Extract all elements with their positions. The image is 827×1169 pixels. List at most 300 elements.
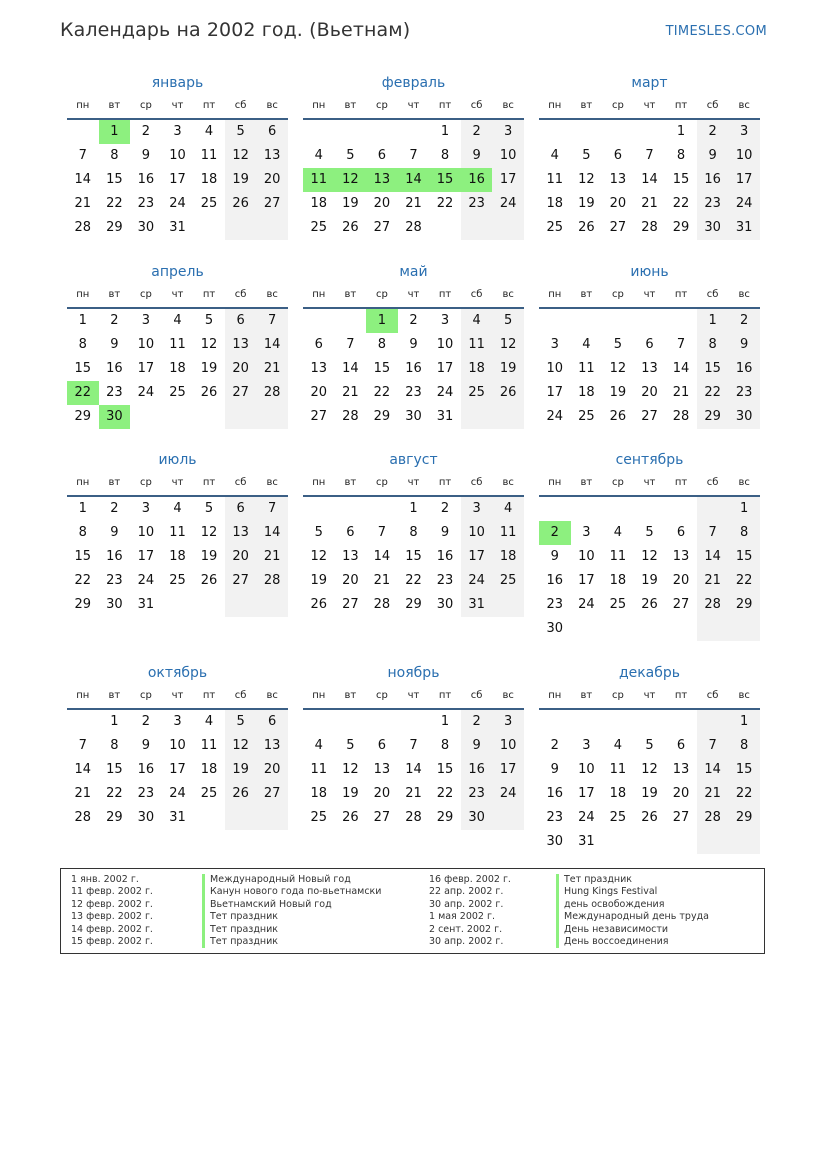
day-cell[interactable]: 21 <box>256 357 288 381</box>
day-cell[interactable]: 22 <box>728 782 760 806</box>
day-cell[interactable]: 22 <box>697 381 729 405</box>
day-cell[interactable]: 5 <box>204 501 214 516</box>
day-cell[interactable]: 3 <box>582 525 591 540</box>
day-cell[interactable]: 11 <box>310 762 328 777</box>
day-cell[interactable]: 11 <box>461 333 493 357</box>
day-cell[interactable]: 3 <box>173 714 182 729</box>
day-cell[interactable]: 6 <box>225 309 257 333</box>
day-cell[interactable]: 25 <box>200 196 218 211</box>
day-cell[interactable]: 7 <box>256 497 288 521</box>
holiday-day-cell[interactable]: 15 <box>429 168 461 192</box>
day-cell[interactable]: 26 <box>200 385 218 400</box>
day-cell[interactable]: 21 <box>74 786 92 801</box>
day-cell[interactable]: 19 <box>200 361 218 376</box>
day-cell[interactable]: 16 <box>697 168 729 192</box>
day-cell[interactable]: 28 <box>256 381 288 405</box>
day-cell[interactable]: 29 <box>672 220 690 235</box>
day-cell[interactable]: 1 <box>676 124 686 139</box>
day-cell[interactable]: 13 <box>256 734 288 758</box>
holiday-day-cell[interactable]: 16 <box>461 168 493 192</box>
day-cell[interactable]: 4 <box>492 497 524 521</box>
day-cell[interactable]: 10 <box>436 337 454 352</box>
day-cell[interactable]: 9 <box>728 333 760 357</box>
day-cell[interactable]: 2 <box>141 714 151 729</box>
day-cell[interactable]: 16 <box>546 786 564 801</box>
day-cell[interactable]: 24 <box>492 192 524 216</box>
day-cell[interactable]: 5 <box>204 313 214 328</box>
day-cell[interactable]: 26 <box>578 220 595 235</box>
day-cell[interactable]: 9 <box>110 337 119 352</box>
day-cell[interactable]: 23 <box>461 782 493 806</box>
day-cell[interactable]: 8 <box>78 337 87 352</box>
day-cell[interactable]: 27 <box>256 782 288 806</box>
day-cell[interactable]: 26 <box>609 409 627 424</box>
day-cell[interactable]: 18 <box>310 196 328 211</box>
day-cell[interactable]: 31 <box>169 810 186 825</box>
day-cell[interactable]: 29 <box>106 810 123 825</box>
day-cell[interactable]: 2 <box>440 501 450 516</box>
day-cell[interactable]: 9 <box>110 525 119 540</box>
day-cell[interactable]: 12 <box>200 525 218 540</box>
day-cell[interactable]: 9 <box>461 734 493 758</box>
day-cell[interactable]: 28 <box>697 593 729 617</box>
day-cell[interactable]: 4 <box>613 738 623 753</box>
holiday-day-cell[interactable]: 11 <box>303 168 335 192</box>
day-cell[interactable]: 24 <box>169 786 186 801</box>
day-cell[interactable]: 18 <box>461 357 493 381</box>
day-cell[interactable]: 2 <box>728 309 760 333</box>
day-cell[interactable]: 8 <box>409 525 418 540</box>
day-cell[interactable]: 30 <box>137 810 155 825</box>
day-cell[interactable]: 21 <box>405 786 422 801</box>
day-cell[interactable]: 11 <box>609 549 627 564</box>
day-cell[interactable]: 10 <box>578 549 595 564</box>
day-cell[interactable]: 2 <box>409 313 418 328</box>
day-cell[interactable]: 5 <box>492 309 524 333</box>
day-cell[interactable]: 18 <box>169 549 186 564</box>
day-cell[interactable]: 15 <box>74 549 92 564</box>
day-cell[interactable]: 10 <box>578 762 595 777</box>
day-cell[interactable]: 2 <box>550 738 559 753</box>
day-cell[interactable]: 28 <box>672 409 690 424</box>
day-cell[interactable]: 25 <box>310 810 328 825</box>
day-cell[interactable]: 7 <box>697 734 729 758</box>
day-cell[interactable]: 16 <box>405 361 422 376</box>
day-cell[interactable]: 25 <box>461 381 493 405</box>
holiday-day-cell[interactable]: 12 <box>335 168 367 192</box>
site-logo-link[interactable]: TIMESLES.COM <box>665 24 767 39</box>
day-cell[interactable]: 13 <box>641 361 658 376</box>
day-cell[interactable]: 8 <box>110 148 119 163</box>
day-cell[interactable]: 4 <box>461 309 493 333</box>
day-cell[interactable]: 12 <box>609 361 627 376</box>
day-cell[interactable]: 29 <box>436 810 454 825</box>
day-cell[interactable]: 27 <box>310 409 328 424</box>
day-cell[interactable]: 9 <box>440 525 450 540</box>
day-cell[interactable]: 6 <box>314 337 323 352</box>
day-cell[interactable]: 30 <box>546 621 564 636</box>
day-cell[interactable]: 10 <box>461 521 493 545</box>
day-cell[interactable]: 14 <box>342 361 359 376</box>
day-cell[interactable]: 25 <box>609 597 627 612</box>
day-cell[interactable]: 3 <box>492 120 524 144</box>
day-cell[interactable]: 23 <box>546 810 564 825</box>
day-cell[interactable]: 17 <box>492 168 524 192</box>
day-cell[interactable]: 30 <box>546 834 564 849</box>
day-cell[interactable]: 21 <box>672 385 690 400</box>
day-cell[interactable]: 24 <box>137 573 155 588</box>
day-cell[interactable]: 11 <box>169 337 186 352</box>
day-cell[interactable]: 16 <box>728 357 760 381</box>
day-cell[interactable]: 28 <box>405 220 422 235</box>
day-cell[interactable]: 21 <box>405 196 422 211</box>
day-cell[interactable]: 14 <box>74 762 92 777</box>
holiday-day-cell[interactable]: 22 <box>67 381 99 405</box>
day-cell[interactable]: 6 <box>346 525 355 540</box>
day-cell[interactable]: 9 <box>550 762 559 777</box>
day-cell[interactable]: 31 <box>728 216 760 240</box>
day-cell[interactable]: 21 <box>697 782 729 806</box>
day-cell[interactable]: 13 <box>225 521 257 545</box>
day-cell[interactable]: 19 <box>225 758 257 782</box>
day-cell[interactable]: 30 <box>405 409 422 424</box>
day-cell[interactable]: 12 <box>200 337 218 352</box>
day-cell[interactable]: 29 <box>74 597 92 612</box>
day-cell[interactable]: 26 <box>641 810 658 825</box>
day-cell[interactable]: 15 <box>74 361 92 376</box>
day-cell[interactable]: 29 <box>405 597 422 612</box>
day-cell[interactable]: 17 <box>436 361 454 376</box>
day-cell[interactable]: 10 <box>492 144 524 168</box>
day-cell[interactable]: 25 <box>492 569 524 593</box>
day-cell[interactable]: 27 <box>342 597 359 612</box>
day-cell[interactable]: 23 <box>436 573 454 588</box>
day-cell[interactable]: 25 <box>310 220 328 235</box>
day-cell[interactable]: 31 <box>436 409 454 424</box>
day-cell[interactable]: 9 <box>697 144 729 168</box>
day-cell[interactable]: 19 <box>641 573 658 588</box>
day-cell[interactable]: 13 <box>256 144 288 168</box>
day-cell[interactable]: 3 <box>582 738 591 753</box>
day-cell[interactable]: 16 <box>106 361 123 376</box>
day-cell[interactable]: 22 <box>74 573 92 588</box>
day-cell[interactable]: 24 <box>546 409 564 424</box>
day-cell[interactable]: 9 <box>141 148 151 163</box>
day-cell[interactable]: 3 <box>550 337 559 352</box>
day-cell[interactable]: 27 <box>609 220 627 235</box>
day-cell[interactable]: 3 <box>440 313 450 328</box>
day-cell[interactable]: 15 <box>436 762 454 777</box>
day-cell[interactable]: 15 <box>106 762 123 777</box>
day-cell[interactable]: 21 <box>641 196 658 211</box>
holiday-day-cell[interactable]: 1 <box>366 309 398 333</box>
day-cell[interactable]: 6 <box>676 738 686 753</box>
day-cell[interactable]: 23 <box>697 192 729 216</box>
day-cell[interactable]: 12 <box>641 762 658 777</box>
day-cell[interactable]: 8 <box>110 738 119 753</box>
day-cell[interactable]: 1 <box>440 714 450 729</box>
day-cell[interactable]: 18 <box>492 545 524 569</box>
day-cell[interactable]: 27 <box>672 597 690 612</box>
day-cell[interactable]: 20 <box>310 385 328 400</box>
day-cell[interactable]: 28 <box>342 409 359 424</box>
day-cell[interactable]: 20 <box>373 786 391 801</box>
day-cell[interactable]: 8 <box>78 525 87 540</box>
day-cell[interactable]: 19 <box>225 168 257 192</box>
day-cell[interactable]: 20 <box>641 385 658 400</box>
day-cell[interactable]: 15 <box>672 172 690 187</box>
day-cell[interactable]: 27 <box>373 220 391 235</box>
day-cell[interactable]: 4 <box>173 501 182 516</box>
day-cell[interactable]: 4 <box>204 714 214 729</box>
day-cell[interactable]: 28 <box>74 810 92 825</box>
day-cell[interactable]: 20 <box>609 196 627 211</box>
day-cell[interactable]: 12 <box>310 549 328 564</box>
holiday-day-cell[interactable]: 2 <box>539 521 571 545</box>
day-cell[interactable]: 29 <box>728 806 760 830</box>
day-cell[interactable]: 17 <box>546 385 564 400</box>
day-cell[interactable]: 20 <box>672 786 690 801</box>
day-cell[interactable]: 14 <box>641 172 658 187</box>
day-cell[interactable]: 9 <box>461 144 493 168</box>
day-cell[interactable]: 21 <box>342 385 359 400</box>
day-cell[interactable]: 6 <box>377 148 387 163</box>
day-cell[interactable]: 16 <box>137 762 155 777</box>
day-cell[interactable]: 21 <box>373 573 391 588</box>
day-cell[interactable]: 6 <box>256 120 288 144</box>
day-cell[interactable]: 14 <box>405 762 422 777</box>
day-cell[interactable]: 22 <box>405 573 422 588</box>
day-cell[interactable]: 12 <box>225 144 257 168</box>
day-cell[interactable]: 25 <box>546 220 564 235</box>
day-cell[interactable]: 1 <box>728 497 760 521</box>
day-cell[interactable]: 1 <box>78 501 87 516</box>
day-cell[interactable]: 26 <box>200 573 218 588</box>
day-cell[interactable]: 20 <box>342 573 359 588</box>
day-cell[interactable]: 5 <box>645 525 654 540</box>
day-cell[interactable]: 21 <box>74 196 92 211</box>
day-cell[interactable]: 19 <box>609 385 627 400</box>
day-cell[interactable]: 20 <box>225 357 257 381</box>
day-cell[interactable]: 8 <box>697 333 729 357</box>
day-cell[interactable]: 2 <box>110 313 119 328</box>
day-cell[interactable]: 25 <box>578 409 595 424</box>
day-cell[interactable]: 12 <box>342 762 359 777</box>
day-cell[interactable]: 7 <box>78 148 87 163</box>
day-cell[interactable]: 22 <box>373 385 391 400</box>
day-cell[interactable]: 19 <box>310 573 328 588</box>
day-cell[interactable]: 25 <box>200 786 218 801</box>
day-cell[interactable]: 22 <box>672 196 690 211</box>
day-cell[interactable]: 17 <box>461 545 493 569</box>
day-cell[interactable]: 27 <box>672 810 690 825</box>
day-cell[interactable]: 15 <box>697 357 729 381</box>
day-cell[interactable]: 18 <box>310 786 328 801</box>
day-cell[interactable]: 23 <box>405 385 422 400</box>
day-cell[interactable]: 11 <box>200 148 218 163</box>
day-cell[interactable]: 6 <box>225 497 257 521</box>
day-cell[interactable]: 24 <box>492 782 524 806</box>
day-cell[interactable]: 4 <box>314 738 323 753</box>
day-cell[interactable]: 31 <box>578 834 595 849</box>
day-cell[interactable]: 7 <box>377 525 387 540</box>
day-cell[interactable]: 24 <box>728 192 760 216</box>
day-cell[interactable]: 19 <box>342 196 359 211</box>
day-cell[interactable]: 13 <box>672 549 690 564</box>
holiday-day-cell[interactable]: 1 <box>99 120 131 144</box>
day-cell[interactable]: 10 <box>137 337 155 352</box>
day-cell[interactable]: 5 <box>314 525 323 540</box>
day-cell[interactable]: 24 <box>436 385 454 400</box>
day-cell[interactable]: 13 <box>373 762 391 777</box>
day-cell[interactable]: 28 <box>74 220 92 235</box>
day-cell[interactable]: 1 <box>78 313 87 328</box>
day-cell[interactable]: 6 <box>645 337 654 352</box>
day-cell[interactable]: 22 <box>728 569 760 593</box>
day-cell[interactable]: 14 <box>74 172 92 187</box>
day-cell[interactable]: 14 <box>373 549 391 564</box>
day-cell[interactable]: 27 <box>225 381 257 405</box>
day-cell[interactable]: 24 <box>169 196 186 211</box>
day-cell[interactable]: 10 <box>169 738 186 753</box>
day-cell[interactable]: 3 <box>728 120 760 144</box>
day-cell[interactable]: 21 <box>256 545 288 569</box>
day-cell[interactable]: 3 <box>141 501 151 516</box>
day-cell[interactable]: 23 <box>106 385 123 400</box>
day-cell[interactable]: 2 <box>697 120 729 144</box>
day-cell[interactable]: 8 <box>440 148 450 163</box>
day-cell[interactable]: 15 <box>373 361 391 376</box>
day-cell[interactable]: 10 <box>137 525 155 540</box>
day-cell[interactable]: 5 <box>225 710 257 734</box>
day-cell[interactable]: 5 <box>346 738 355 753</box>
day-cell[interactable]: 22 <box>106 196 123 211</box>
day-cell[interactable]: 1 <box>697 309 729 333</box>
day-cell[interactable]: 4 <box>613 525 623 540</box>
day-cell[interactable]: 7 <box>409 738 418 753</box>
day-cell[interactable]: 22 <box>436 786 454 801</box>
day-cell[interactable]: 3 <box>173 124 182 139</box>
day-cell[interactable]: 23 <box>728 381 760 405</box>
day-cell[interactable]: 31 <box>169 220 186 235</box>
day-cell[interactable]: 25 <box>169 573 186 588</box>
day-cell[interactable]: 8 <box>440 738 450 753</box>
day-cell[interactable]: 12 <box>578 172 595 187</box>
day-cell[interactable]: 23 <box>137 786 155 801</box>
day-cell[interactable]: 29 <box>373 409 391 424</box>
day-cell[interactable]: 23 <box>546 597 564 612</box>
day-cell[interactable]: 12 <box>641 549 658 564</box>
day-cell[interactable]: 7 <box>697 521 729 545</box>
day-cell[interactable]: 14 <box>256 521 288 545</box>
day-cell[interactable]: 3 <box>492 710 524 734</box>
day-cell[interactable]: 8 <box>728 734 760 758</box>
day-cell[interactable]: 7 <box>256 309 288 333</box>
day-cell[interactable]: 1 <box>110 714 119 729</box>
day-cell[interactable]: 28 <box>641 220 658 235</box>
day-cell[interactable]: 26 <box>225 192 257 216</box>
day-cell[interactable]: 9 <box>141 738 151 753</box>
day-cell[interactable]: 24 <box>578 597 595 612</box>
day-cell[interactable]: 16 <box>546 573 564 588</box>
day-cell[interactable]: 6 <box>613 148 623 163</box>
day-cell[interactable]: 26 <box>641 597 658 612</box>
day-cell[interactable]: 12 <box>492 333 524 357</box>
day-cell[interactable]: 15 <box>106 172 123 187</box>
day-cell[interactable]: 17 <box>728 168 760 192</box>
day-cell[interactable]: 7 <box>409 148 418 163</box>
day-cell[interactable]: 24 <box>137 385 155 400</box>
day-cell[interactable]: 6 <box>256 710 288 734</box>
holiday-day-cell[interactable]: 30 <box>99 405 131 429</box>
day-cell[interactable]: 20 <box>672 573 690 588</box>
day-cell[interactable]: 9 <box>550 549 559 564</box>
day-cell[interactable]: 30 <box>106 597 123 612</box>
day-cell[interactable]: 15 <box>728 545 760 569</box>
day-cell[interactable]: 17 <box>492 758 524 782</box>
day-cell[interactable]: 11 <box>169 525 186 540</box>
day-cell[interactable]: 29 <box>74 409 92 424</box>
day-cell[interactable]: 22 <box>436 196 454 211</box>
day-cell[interactable]: 28 <box>373 597 391 612</box>
day-cell[interactable]: 1 <box>440 124 450 139</box>
holiday-day-cell[interactable]: 14 <box>398 168 430 192</box>
day-cell[interactable]: 7 <box>346 337 355 352</box>
day-cell[interactable]: 31 <box>137 597 155 612</box>
day-cell[interactable]: 18 <box>578 385 595 400</box>
day-cell[interactable]: 16 <box>461 758 493 782</box>
day-cell[interactable]: 15 <box>405 549 422 564</box>
day-cell[interactable]: 20 <box>256 168 288 192</box>
day-cell[interactable]: 20 <box>225 545 257 569</box>
day-cell[interactable]: 17 <box>578 786 595 801</box>
day-cell[interactable]: 13 <box>342 549 359 564</box>
day-cell[interactable]: 23 <box>106 573 123 588</box>
day-cell[interactable]: 22 <box>106 786 123 801</box>
day-cell[interactable]: 7 <box>645 148 654 163</box>
day-cell[interactable]: 5 <box>582 148 591 163</box>
day-cell[interactable]: 13 <box>609 172 627 187</box>
day-cell[interactable]: 26 <box>492 381 524 405</box>
day-cell[interactable]: 26 <box>310 597 328 612</box>
day-cell[interactable]: 28 <box>256 569 288 593</box>
day-cell[interactable]: 12 <box>225 734 257 758</box>
day-cell[interactable]: 2 <box>461 710 493 734</box>
day-cell[interactable]: 19 <box>641 786 658 801</box>
day-cell[interactable]: 20 <box>256 758 288 782</box>
day-cell[interactable]: 9 <box>409 337 418 352</box>
day-cell[interactable]: 1 <box>409 501 418 516</box>
day-cell[interactable]: 11 <box>492 521 524 545</box>
holiday-day-cell[interactable]: 13 <box>366 168 398 192</box>
day-cell[interactable]: 30 <box>697 216 729 240</box>
day-cell[interactable]: 19 <box>492 357 524 381</box>
day-cell[interactable]: 17 <box>169 762 186 777</box>
day-cell[interactable]: 6 <box>676 525 686 540</box>
day-cell[interactable]: 2 <box>141 124 151 139</box>
day-cell[interactable]: 28 <box>405 810 422 825</box>
day-cell[interactable]: 15 <box>728 758 760 782</box>
day-cell[interactable]: 8 <box>728 521 760 545</box>
day-cell[interactable]: 25 <box>169 385 186 400</box>
day-cell[interactable]: 19 <box>578 196 595 211</box>
day-cell[interactable]: 16 <box>436 549 454 564</box>
day-cell[interactable]: 17 <box>578 573 595 588</box>
day-cell[interactable]: 4 <box>550 148 559 163</box>
day-cell[interactable]: 26 <box>225 782 257 806</box>
day-cell[interactable]: 26 <box>342 810 359 825</box>
day-cell[interactable]: 6 <box>377 738 387 753</box>
